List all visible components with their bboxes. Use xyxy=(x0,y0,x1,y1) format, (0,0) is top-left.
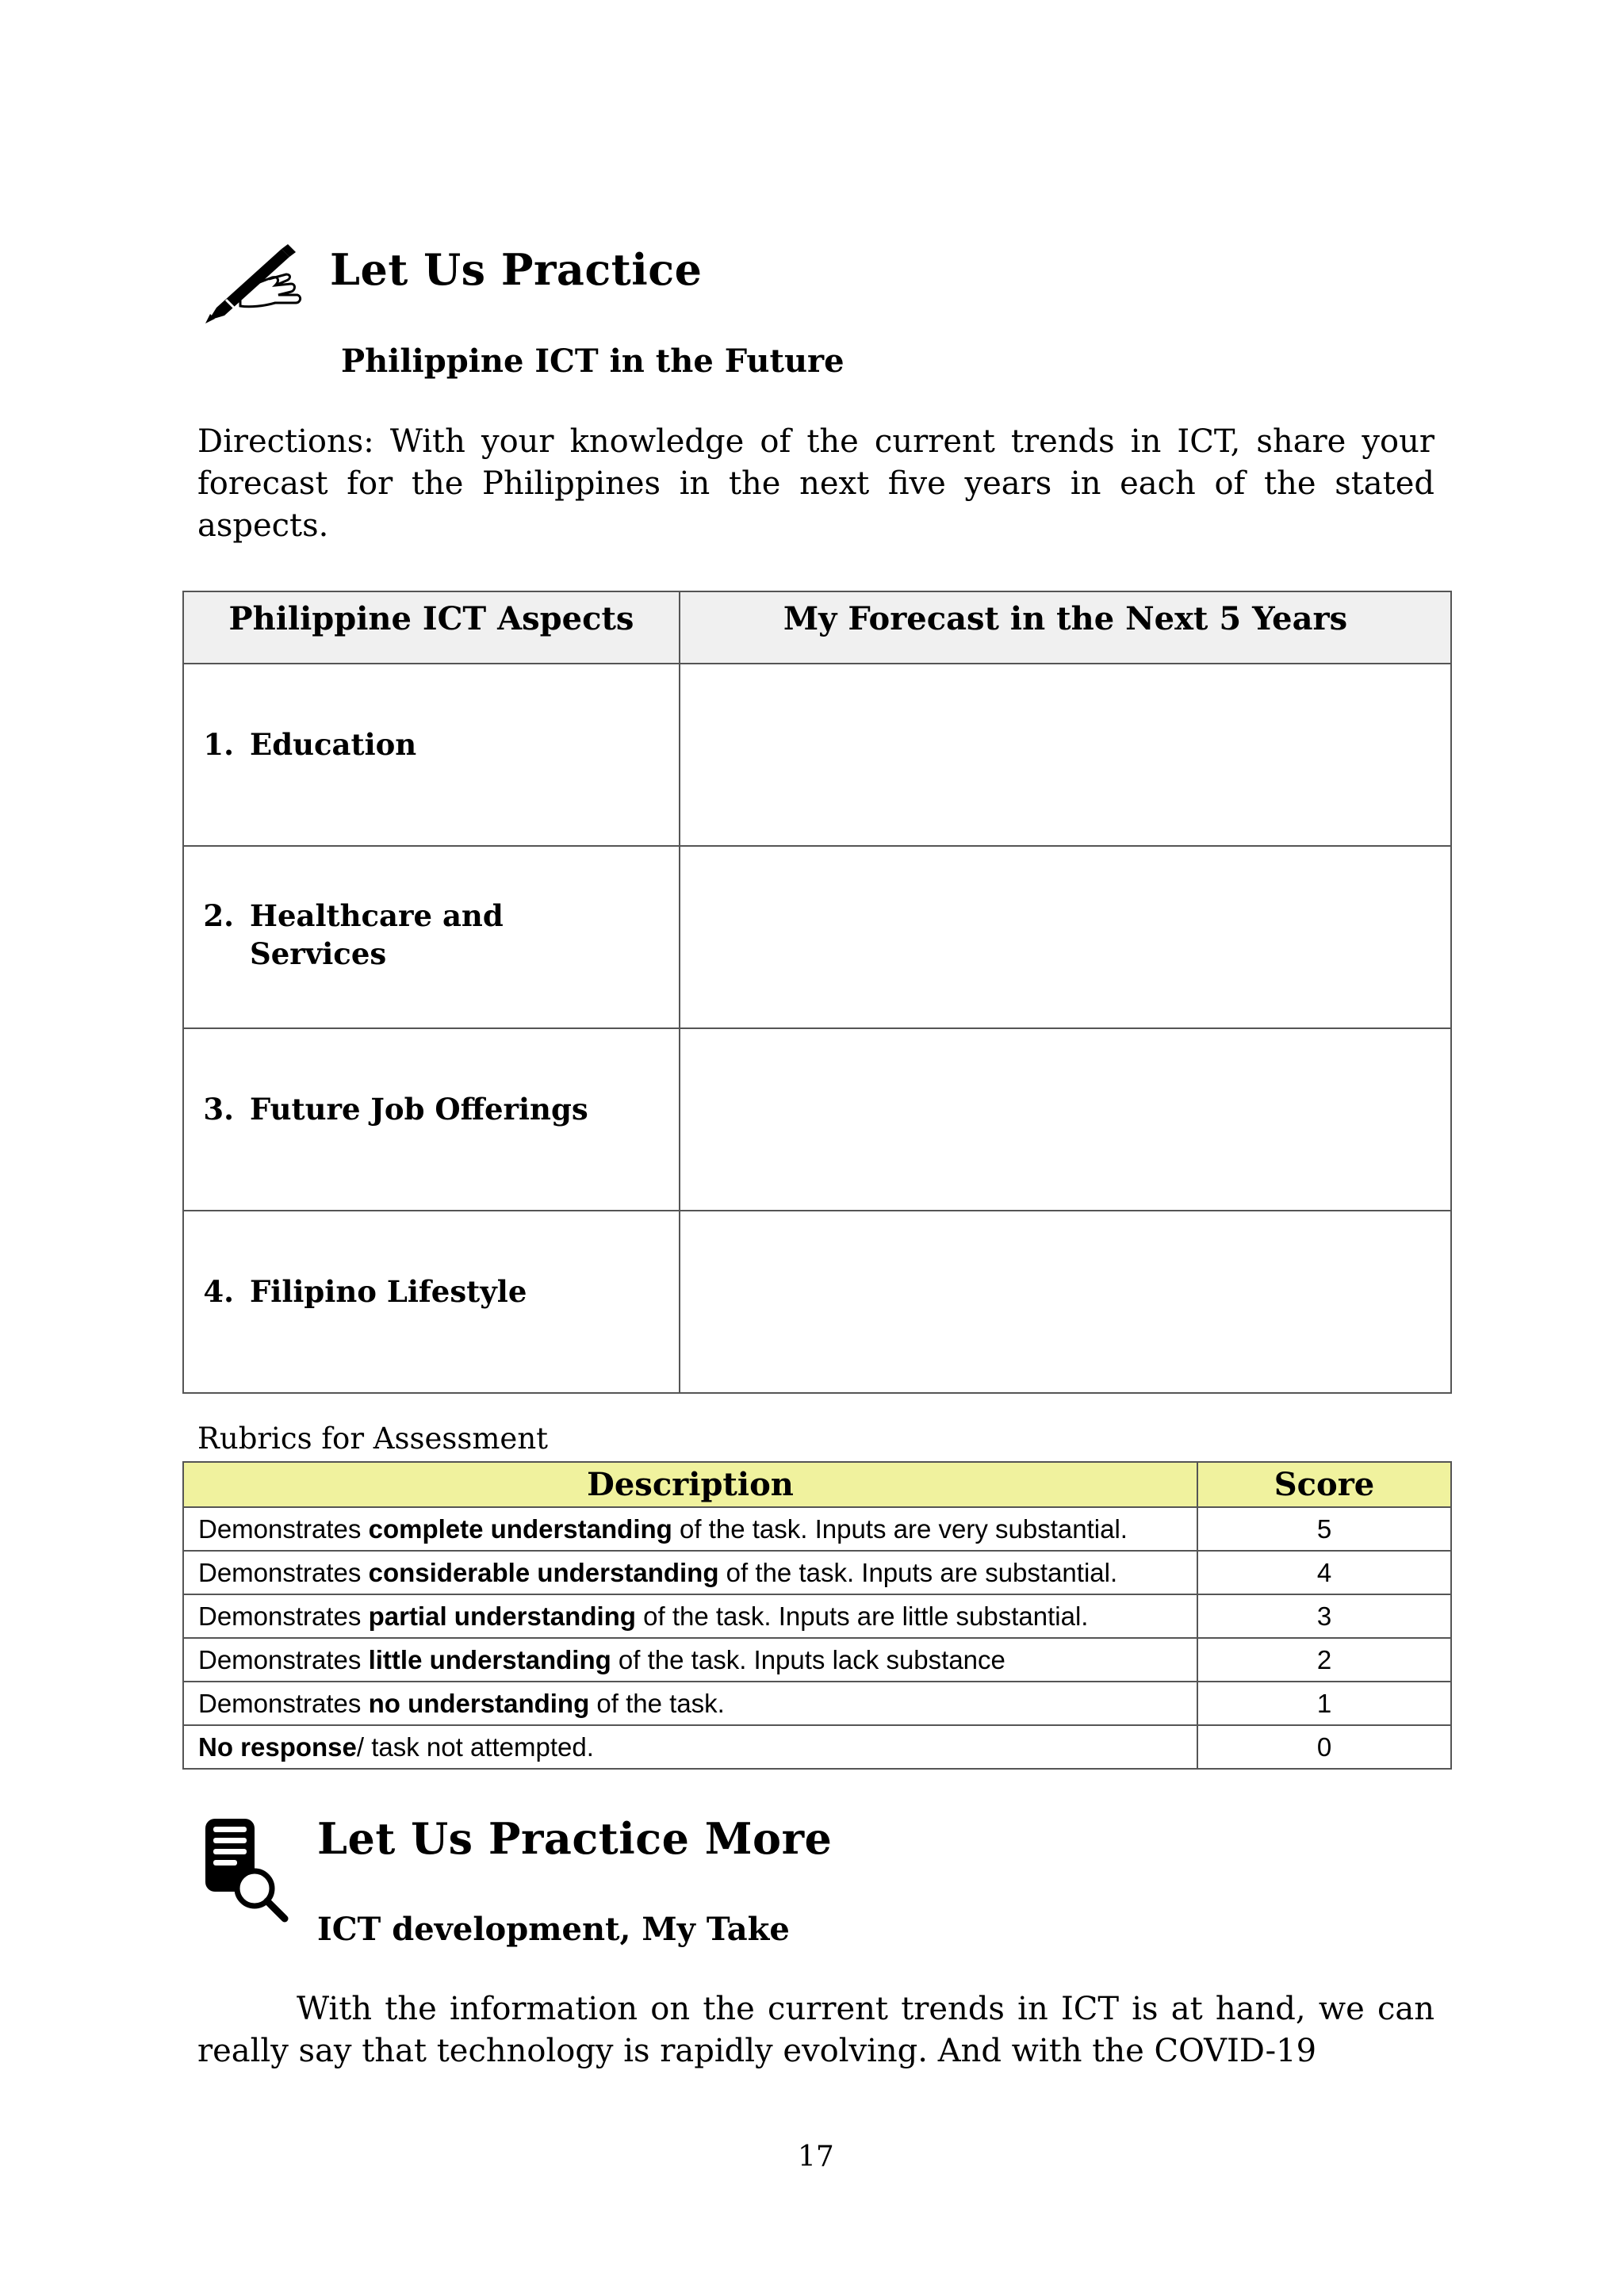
aspect-item xyxy=(185,665,678,763)
aspect-cell xyxy=(183,1028,680,1211)
rubric-score: 1 xyxy=(1197,1682,1451,1725)
rubric-score: 4 xyxy=(1197,1551,1451,1594)
aspect-number: 2. xyxy=(203,898,234,933)
rubric-emphasis: partial understanding xyxy=(368,1601,636,1631)
document-search-icon xyxy=(202,1816,289,1923)
aspect-label: Filipino Lifestyle xyxy=(250,1274,527,1309)
forecast-header-row xyxy=(183,591,1451,664)
column-header-aspects: Philippine ICT Aspects xyxy=(183,591,680,664)
rubric-text: of the task. Inputs are substantial. xyxy=(718,1557,1118,1587)
section-subtitle: Philippine ICT in the Future xyxy=(341,342,845,380)
aspect-item xyxy=(185,848,678,973)
table-row xyxy=(183,1594,1451,1638)
aspect-cell xyxy=(183,664,680,846)
rubric-score: 2 xyxy=(1197,1638,1451,1682)
forecast-answer-cell[interactable] xyxy=(680,1211,1451,1393)
rubric-text: Demonstrates xyxy=(198,1644,369,1674)
rubric-score: 3 xyxy=(1197,1594,1451,1638)
rubric-emphasis: considerable understanding xyxy=(368,1557,719,1587)
table-row xyxy=(183,664,1451,846)
column-header-description: Description xyxy=(183,1462,1197,1507)
section-title: Let Us Practice xyxy=(330,244,703,295)
aspect-label: Healthcare and Services xyxy=(250,898,504,971)
rubrics-header-row xyxy=(183,1462,1451,1507)
table-row xyxy=(183,846,1451,1028)
rubric-description xyxy=(183,1725,1197,1769)
rubric-text: of the task. Inputs lack substance xyxy=(611,1644,1005,1674)
section-subtitle: ICT development, My Take xyxy=(317,1911,790,1948)
aspect-number: 4. xyxy=(203,1274,234,1309)
section-title: Let Us Practice More xyxy=(317,1813,833,1864)
aspect-number: 1. xyxy=(203,727,234,762)
table-row xyxy=(183,1551,1451,1594)
rubric-score: 0 xyxy=(1197,1725,1451,1769)
rubric-text: Demonstrates xyxy=(198,1513,369,1544)
rubric-text: Demonstrates xyxy=(198,1688,369,1718)
rubric-score: 5 xyxy=(1197,1507,1451,1551)
forecast-answer-cell[interactable] xyxy=(680,1028,1451,1211)
rubric-text: of the task. xyxy=(589,1688,725,1718)
rubric-text: / task not attempted. xyxy=(356,1732,594,1762)
aspect-number: 3. xyxy=(203,1092,234,1127)
rubric-emphasis: No response xyxy=(198,1732,357,1762)
rubric-text: Demonstrates xyxy=(198,1557,369,1587)
rubric-text: of the task. Inputs are very substantial. xyxy=(672,1513,1128,1544)
rubric-emphasis: no understanding xyxy=(368,1688,590,1718)
aspect-cell xyxy=(183,1211,680,1393)
table-row xyxy=(183,1028,1451,1211)
aspect-cell xyxy=(183,846,680,1028)
column-header-score: Score xyxy=(1197,1462,1451,1507)
rubric-description xyxy=(183,1682,1197,1725)
forecast-answer-cell[interactable] xyxy=(680,664,1451,846)
rubrics-caption: Rubrics for Assessment xyxy=(197,1422,549,1456)
column-header-forecast: My Forecast in the Next 5 Years xyxy=(680,591,1451,664)
table-row xyxy=(183,1211,1451,1393)
table-row xyxy=(183,1682,1451,1725)
body-paragraph: With the information on the current trends in ICT is at hand, we can really say that technology is rapidly evolving. And with the COVID-19 xyxy=(197,1991,1434,2069)
aspect-item xyxy=(185,1030,678,1128)
rubric-description xyxy=(183,1551,1197,1594)
rubric-description xyxy=(183,1507,1197,1551)
directions-text: Directions: With your knowledge of the current trends in ICT, share your forecast for the Philippines in the next five years in each of the stated aspects. xyxy=(197,423,1434,544)
aspect-item xyxy=(185,1212,678,1311)
aspect-label: Future Job Offerings xyxy=(250,1092,588,1127)
table-row xyxy=(183,1638,1451,1682)
rubric-emphasis: complete understanding xyxy=(368,1513,672,1544)
table-row xyxy=(183,1507,1451,1551)
rubric-description xyxy=(183,1594,1197,1638)
rubric-description xyxy=(183,1638,1197,1682)
table-row xyxy=(183,1725,1451,1769)
rubric-emphasis: little understanding xyxy=(368,1644,611,1674)
aspect-label: Education xyxy=(250,727,417,762)
hand-writing-pen-icon xyxy=(202,244,309,323)
rubric-text: Demonstrates xyxy=(198,1601,369,1631)
rubrics-table xyxy=(182,1461,1452,1770)
rubric-text: of the task. Inputs are little substantial. xyxy=(635,1601,1089,1631)
page-number: 17 xyxy=(798,2141,834,2173)
forecast-answer-cell[interactable] xyxy=(680,846,1451,1028)
forecast-table xyxy=(182,591,1452,1394)
